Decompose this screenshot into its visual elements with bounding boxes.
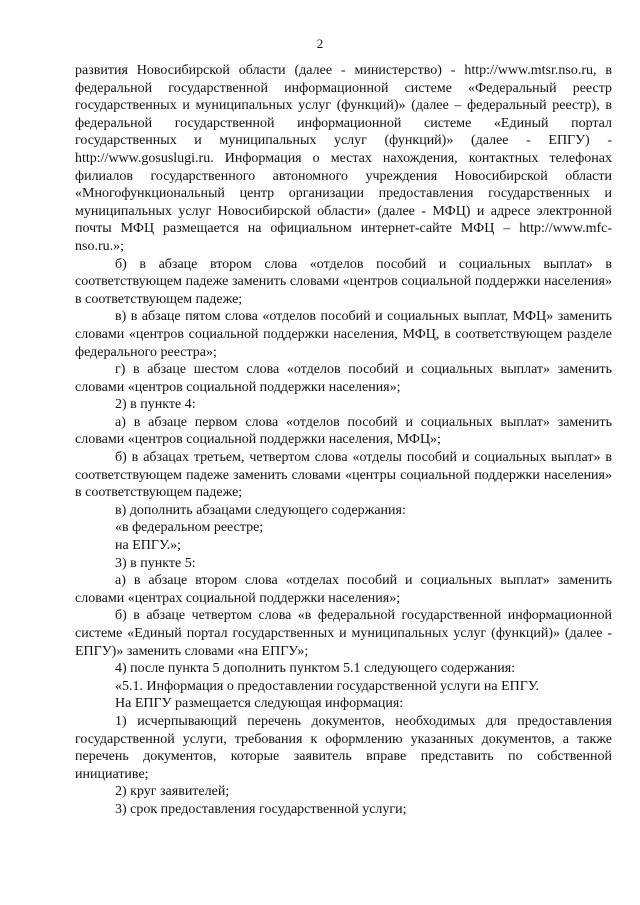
document-body [75,62,612,819]
paragraph-item-3: 3) в пункте 5: [115,555,196,571]
paragraph-5-1-heading: «5.1. Информация о предоставлении государственной услуги на ЕПГУ. [115,678,539,694]
paragraph-quote-federal-registry: «в федеральном реестре; [115,520,264,536]
paragraph-1v: в) в абзаце пятом слова «отделов пособий и социальных выплат, МФЦ» заменить словами «центров социальной поддержки населения, МФЦ, в соответствующем разделе федерального реестра»; [75,309,612,360]
paragraph-quote-epgu: на ЕПГУ.»; [115,538,181,554]
paragraph-list-item-3: 3) срок предоставления государственной услуги; [115,801,407,817]
paragraph-2v: в) дополнить абзацами следующего содержания: [115,502,406,518]
paragraph-2a: а) в абзаце первом слова «отделов пособий и социальных выплат» заменить словами «центров социальной поддержки населения, МФЦ»; [75,414,612,448]
paragraph-epgu-info-intro: На ЕПГУ размещается следующая информация: [115,696,404,712]
paragraph-item-2: 2) в пункте 4: [115,397,196,413]
paragraph-1g: г) в абзаце шестом слова «отделов пособий и социальных выплат» заменить словами «центров социальной поддержки населения»; [75,362,612,395]
paragraph-list-item-1: 1) исчерпывающий перечень документов, необходимых для предоставления государственной услуги, требования к оформлению указанных документов, а также перечень документов, которые заявитель вправе представить по собственной инициативе; [75,713,612,782]
paragraph-3b: б) в абзаце четвертом слова «в федеральной государственной информационной системе «Единый портал государственных и муниципальных услуг (функций)» (далее - ЕПГУ)» заменить словами «на ЕПГУ»; [75,608,612,659]
page-number: 2 [316,36,324,51]
paragraph-list-item-2: 2) круг заявителей; [115,784,230,800]
paragraph-2b: б) в абзацах третьем, четвертом слова «отделы пособий и социальных выплат» в соответствующем падеже заменить словами «центры социальной поддержки населения» в соответствующем падеже; [75,450,612,501]
paragraph-3a: а) в абзаце втором слова «отделах пособий и социальных выплат» заменить словами «центрах социальной поддержки населения»; [75,573,612,606]
paragraph-continuation: развития Новосибирской области (далее - министерство) - http://www.mtsr.nso.ru, в федеральной государственной информационной системе «Федеральный реестр государственных и муниципальных услуг (функций)» (далее – федеральный реестр), в федеральной государственной информационной системе «Единый портал государственных и муниципальных услуг (функций)» (далее - ЕПГУ) - http://www.gosuslugi.ru. Информация о местах нахождения, контактных телефонах филиалов государственного автономного учреждения Новосибирской области «Многофункциональный центр организации предоставления государственных и муниципальных услуг Новосибирской области» (далее - МФЦ) и адресе электронной почты МФЦ размещается на официальном интернет-сайте МФЦ – http://www.mfc-nso.ru.»; [75,63,612,254]
paragraph-1b: б) в абзаце втором слова «отделов пособий и социальных выплат» в соответствующем падеже заменить словами «центров социальной поддержки населения» в соответствующем падеже; [75,256,612,307]
paragraph-item-4: 4) после пункта 5 дополнить пунктом 5.1 следующего содержания: [115,661,516,677]
